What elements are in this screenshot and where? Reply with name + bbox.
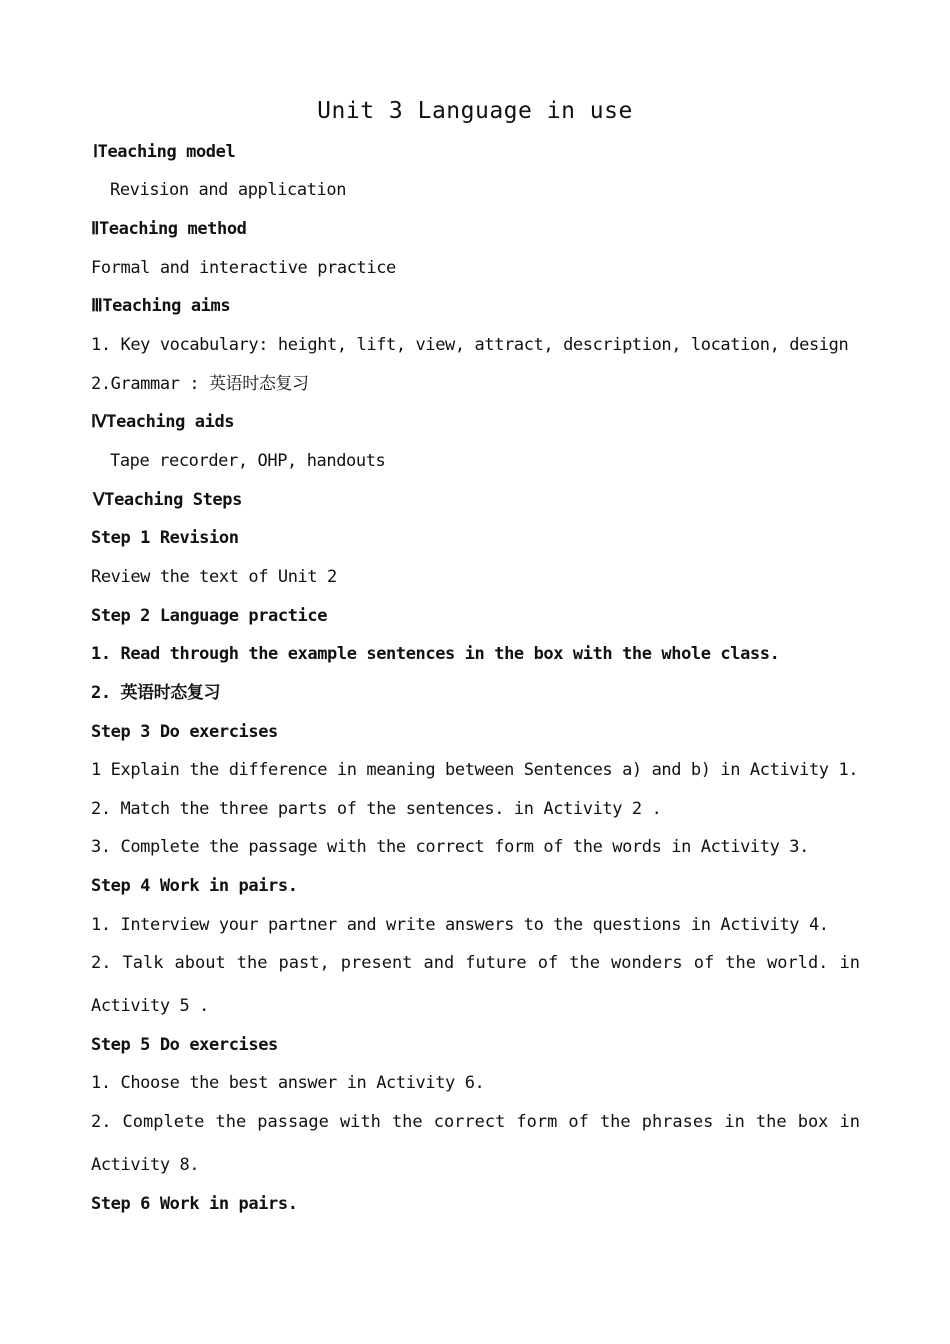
teaching-aims-heading: ⅢTeaching aims <box>91 296 231 316</box>
word: the <box>236 953 268 973</box>
step-2-heading: Step 2 Language practice <box>91 606 328 626</box>
step-1-heading: Step 1 Revision <box>91 528 239 548</box>
word: the <box>755 1112 787 1132</box>
word: world. <box>767 953 829 973</box>
teaching-model-heading: ⅠTeaching model <box>93 142 236 162</box>
step-4-item-2 <box>91 951 860 975</box>
step-5-item-1: 1. Choose the best answer in Activity 6. <box>91 1073 485 1093</box>
step-4-item-1: 1. Interview your partner and write answers to the questions in Activity 4. <box>91 915 829 935</box>
teaching-steps-heading: ⅤTeaching Steps <box>93 490 242 510</box>
step-5-heading: Step 5 Do exercises <box>91 1035 278 1055</box>
word: of <box>693 953 715 973</box>
step-6-heading: Step 6 Work in pairs. <box>91 1194 298 1214</box>
word: 2. <box>91 953 112 973</box>
step-3-item-3: 3. Complete the passage with the correct form of the words in Activity 3. <box>91 837 809 857</box>
word: Complete <box>122 1112 205 1132</box>
teaching-model-text: Revision and application <box>110 180 347 200</box>
word: 2. <box>91 1112 112 1132</box>
step-4-heading: Step 4 Work in pairs. <box>91 876 298 896</box>
teaching-aims-grammar: 2.Grammar : 英语时态复习 <box>91 374 309 394</box>
teaching-aims-vocabulary: 1. Key vocabulary: height, lift, view, attract, description, location, design <box>91 335 849 355</box>
step-1-text: Review the text of Unit 2 <box>91 567 337 587</box>
word: the <box>391 1112 423 1132</box>
step-3-item-1: 1 Explain the difference in meaning between Sentences a) and b) in Activity 1. <box>91 760 859 780</box>
step-2-item-2: 2. 英语时态复习 <box>91 683 221 703</box>
word: in <box>839 1112 860 1132</box>
word: in <box>724 1112 745 1132</box>
word: wonders <box>611 953 683 973</box>
word: future <box>465 953 527 973</box>
step-5-item-2 <box>91 1110 860 1134</box>
word: passage <box>257 1112 329 1132</box>
word: form <box>516 1112 558 1132</box>
word: and <box>423 953 455 973</box>
word: past, <box>278 953 330 973</box>
step-3-heading: Step 3 Do exercises <box>91 722 278 742</box>
word: the <box>569 953 600 973</box>
word: the <box>599 1112 631 1132</box>
word: about <box>174 953 226 973</box>
teaching-aids-heading: ⅣTeaching aids <box>91 412 235 432</box>
word: phrases <box>641 1112 714 1132</box>
word: box <box>797 1112 829 1132</box>
page-title: Unit 3 Language in use <box>317 98 633 124</box>
teaching-method-heading: ⅡTeaching method <box>91 219 247 239</box>
teaching-aids-text: Tape recorder, OHP, handouts <box>110 451 386 471</box>
word: in <box>839 953 860 973</box>
word: Talk <box>122 953 164 973</box>
step-5-item-2-continued: Activity 8. <box>91 1155 200 1175</box>
word: of <box>568 1112 589 1132</box>
word: the <box>215 1112 247 1132</box>
teaching-method-text: Formal and interactive practice <box>91 258 396 278</box>
step-4-item-2-continued: Activity 5 . <box>91 996 210 1016</box>
word: the <box>725 953 756 973</box>
word: of <box>537 953 559 973</box>
step-3-item-2: 2. Match the three parts of the sentences. in Activity 2 . <box>91 799 662 819</box>
word: present <box>340 953 413 973</box>
word: with <box>339 1112 381 1132</box>
word: correct <box>433 1112 506 1132</box>
step-2-item-1: 1. Read through the example sentences in the box with the whole class. <box>91 644 780 664</box>
